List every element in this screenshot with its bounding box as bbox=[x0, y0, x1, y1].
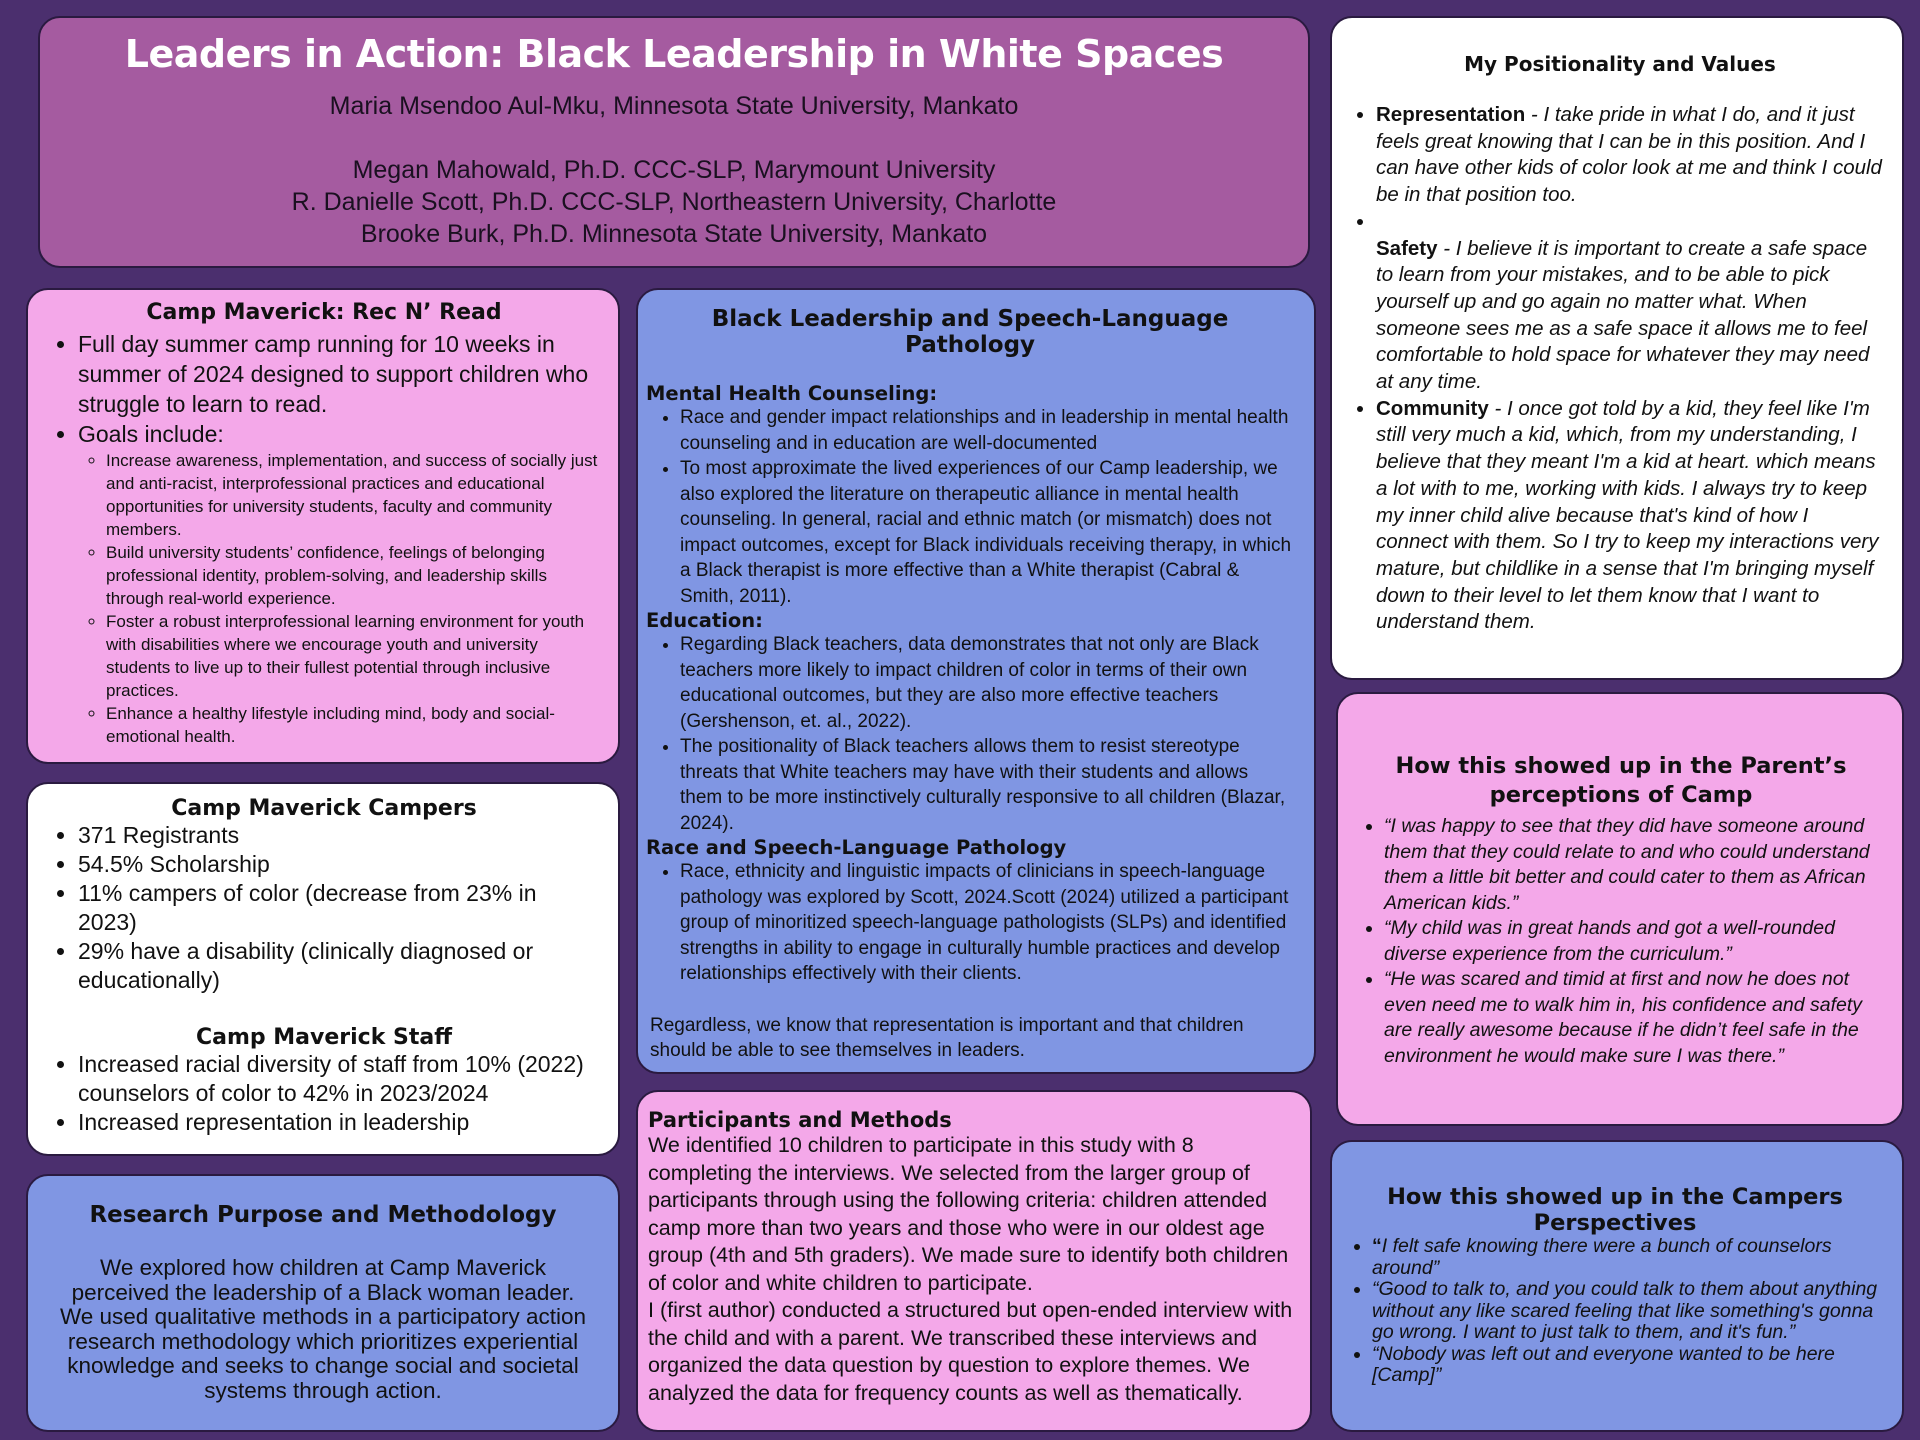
value-item bbox=[1376, 102, 1884, 209]
poster-title: Leaders in Action: Black Leadership in White Spaces bbox=[124, 32, 1224, 76]
campers-stat: • 54.5% Scholarship bbox=[78, 850, 598, 879]
author-line-2: Megan Mahowald, Ph.D. CCC-SLP, Marymount University bbox=[352, 156, 996, 184]
black-leadership-panel bbox=[636, 288, 1316, 1074]
camp-overview-panel bbox=[26, 288, 620, 764]
author-line-3: R. Danielle Scott, Ph.D. CCC-SLP, Northeastern University, Charlotte bbox=[291, 188, 1057, 216]
campers-panel bbox=[26, 782, 620, 1156]
campers-title: Camp Maverick Campers bbox=[171, 796, 477, 821]
mental-health-item: • To most approximate the lived experiences of our Camp leadership, we also explored the literature on therapeutic alliance in mental health counseling. In general, racial and ethnic match (or mismatch) does not impact outcomes, except for Black individuals receiving therapy, in which a Black therapist is more effective than a White therapist (Cabral & Smith, 2011). bbox=[680, 456, 1294, 609]
education-item: • The positionality of Black teachers allows them to resist stereotype threats that White teachers may have with their students and allows them to be more instinctively culturally responsive to all children (Blazar, 2024). bbox=[680, 734, 1294, 836]
participants-panel bbox=[636, 1090, 1312, 1432]
camper-quote-text: I felt safe knowing there were a bunch of counselors around” bbox=[1372, 1235, 1832, 1279]
value-text: - I take pride in what I do, and it just feels great knowing that I can be in this position. And I can have other kids of color look at me and think I could be in that position too. bbox=[1376, 103, 1882, 207]
staff-title: Camp Maverick Staff bbox=[195, 1025, 453, 1050]
campers-stat: • 29% have a disability (clinically diagnosed or educationally) bbox=[78, 937, 598, 995]
black-leadership-title: Black Leadership and Speech-Language Pathology bbox=[711, 306, 1229, 358]
positionality-panel bbox=[1330, 16, 1904, 680]
parent-quote: • “My child was in great hands and got a well-rounded diverse experience from the curriculum.” bbox=[1384, 916, 1888, 967]
participants-text: We identified 10 children to participate in this study with 8 completing the interviews. We selected from the larger group of participants through using the following criteria: children attended camp more than two years and those who were in our oldest age group (4th and 5th graders). We made sure to identify both children of color and white children to participate. bbox=[648, 1133, 1289, 1295]
camper-quote: • “Good to talk to, and you could talk to them about anything without any like scared feeling that like something's gonna go wrong. I want to just talk to them, and it's fun.” bbox=[1372, 1279, 1888, 1344]
mental-health-item: • Race and gender impact relationships and in leadership in mental health counseling and in education are well-documented bbox=[680, 405, 1294, 456]
parents-panel bbox=[1336, 692, 1904, 1126]
parent-quote: • “He was scared and timid at first and now he does not even need me to walk him in, his confidence and safety are really awesome because if he didn’t feel safe in the environment he would make sure I was there.” bbox=[1384, 967, 1888, 1069]
camp-bullet bbox=[78, 419, 598, 748]
research-text: We explored how children at Camp Maverick perceived the leadership of a Black woman leader. We used qualitative methods in a participatory action research methodology which prioritizes experiential knowledge and seeks to change social and societal systems through action. bbox=[59, 1255, 587, 1403]
staff-stat: • Increased representation in leadership bbox=[78, 1108, 598, 1137]
parent-quote: • “I was happy to see that they did have someone around them that they could relate to and who could understand them a little bit better and could cater to them as African American kids.” bbox=[1384, 814, 1888, 916]
slp-heading: Race and Speech-Language Pathology bbox=[646, 836, 1067, 859]
education-heading: Education: bbox=[646, 609, 763, 632]
slp-item: • Race, ethnicity and linguistic impacts of clinicians in speech-language pathology was explored by Scott, 2024.Scott (2024) utilized a participant group of minoritized speech-language pathologists (SLPs) and identified strengths in ability to engage in culturally humble practices and develop relationships effectively with their clients. bbox=[680, 859, 1294, 987]
poster-header bbox=[38, 16, 1310, 268]
goal-item: ◦ Enhance a healthy lifestyle including mind, body and social-emotional health. bbox=[106, 702, 598, 748]
camper-quote bbox=[1372, 1236, 1888, 1279]
value-label: Safety bbox=[1376, 236, 1438, 260]
author-line-1: Maria Msendoo Aul-Mku, Minnesota State University, Mankato bbox=[329, 92, 1019, 120]
value-text: - I believe it is important to create a safe space to learn from your mistakes, and to be able to pick yourself up and go again no matter what. When someone sees me as a safe space it allows me to feel comfortable to hold space for whatever they may need at any time. bbox=[1376, 236, 1870, 394]
value-text: - I once got told by a kid, they feel like I'm still very much a kid, which, from my understanding, I believe that they meant I'm a kid at heart. which means a lot with to me, working with kids. I always try to keep my inner child alive because that's kind of how I connect with them. So I try to keep my interactions very mature, but childlike in a sense that I'm bringing myself down to their level to let them know that I want to understand them. bbox=[1376, 396, 1879, 634]
education-item: • Regarding Black teachers, data demonstrates that not only are Black teachers more likely to impact children of color in terms of their own educational outcomes, but they are also more effective teachers (Gershenson, et. al., 2022). bbox=[680, 632, 1294, 734]
black-leadership-conclusion: Regardless, we know that representation is important and that children should be able to see themselves in leaders. bbox=[650, 1014, 1244, 1061]
mental-health-heading: Mental Health Counseling: bbox=[646, 382, 938, 405]
staff-stat: • Increased racial diversity of staff from 10% (2022) counselors of color to 42% in 2023/2024 bbox=[78, 1050, 598, 1108]
participants-title: Participants and Methods bbox=[648, 1108, 952, 1132]
goal-item: ◦ Increase awareness, implementation, and success of socially just and anti-racist, interprofessional practices and educational opportunities for university students, faculty and community members. bbox=[106, 449, 598, 541]
quote-mark: “ bbox=[1372, 1235, 1382, 1257]
parents-title: How this showed up in the Parent’s perceptions of Camp bbox=[1395, 753, 1847, 808]
campers-perspectives-panel bbox=[1330, 1140, 1904, 1432]
value-item bbox=[1376, 209, 1884, 396]
camper-quote: • “Nobody was left out and everyone wanted to be here [Camp]” bbox=[1372, 1344, 1888, 1387]
methods-text: I (first author) conducted a structured but open-ended interview with the child and with a parent. We transcribed these interviews and organized the data question by question to explore themes. We analyzed the data for frequency counts as well as thematically. bbox=[648, 1298, 1293, 1405]
value-label: Community bbox=[1376, 396, 1489, 420]
goals-label: Goals include: bbox=[78, 421, 224, 447]
camp-overview-title: Camp Maverick: Rec N’ Read bbox=[146, 300, 502, 325]
positionality-title: My Positionality and Values bbox=[1464, 52, 1776, 76]
goal-item: ◦ Build university students’ confidence, feelings of belonging professional identity, problem-solving, and leadership skills through real-world experience. bbox=[106, 541, 598, 610]
author-line-4: Brooke Burk, Ph.D. Minnesota State University, Mankato bbox=[360, 220, 988, 248]
research-panel bbox=[26, 1174, 620, 1432]
campers-stat: • 371 Registrants bbox=[78, 821, 598, 850]
value-item bbox=[1376, 396, 1884, 636]
value-label: Representation bbox=[1376, 103, 1526, 126]
campers-stat: • 11% campers of color (decrease from 23% in 2023) bbox=[78, 879, 598, 937]
camp-bullet: • Full day summer camp running for 10 weeks in summer of 2024 designed to support children who struggle to learn to read. bbox=[78, 329, 598, 419]
research-title: Research Purpose and Methodology bbox=[89, 1202, 557, 1228]
goal-item: ◦ Foster a robust interprofessional learning environment for youth with disabilities where we encourage youth and university students to live up to their fullest potential through inclusive practices. bbox=[106, 610, 598, 702]
perspectives-title: How this showed up in the Campers Perspectives bbox=[1387, 1184, 1843, 1236]
